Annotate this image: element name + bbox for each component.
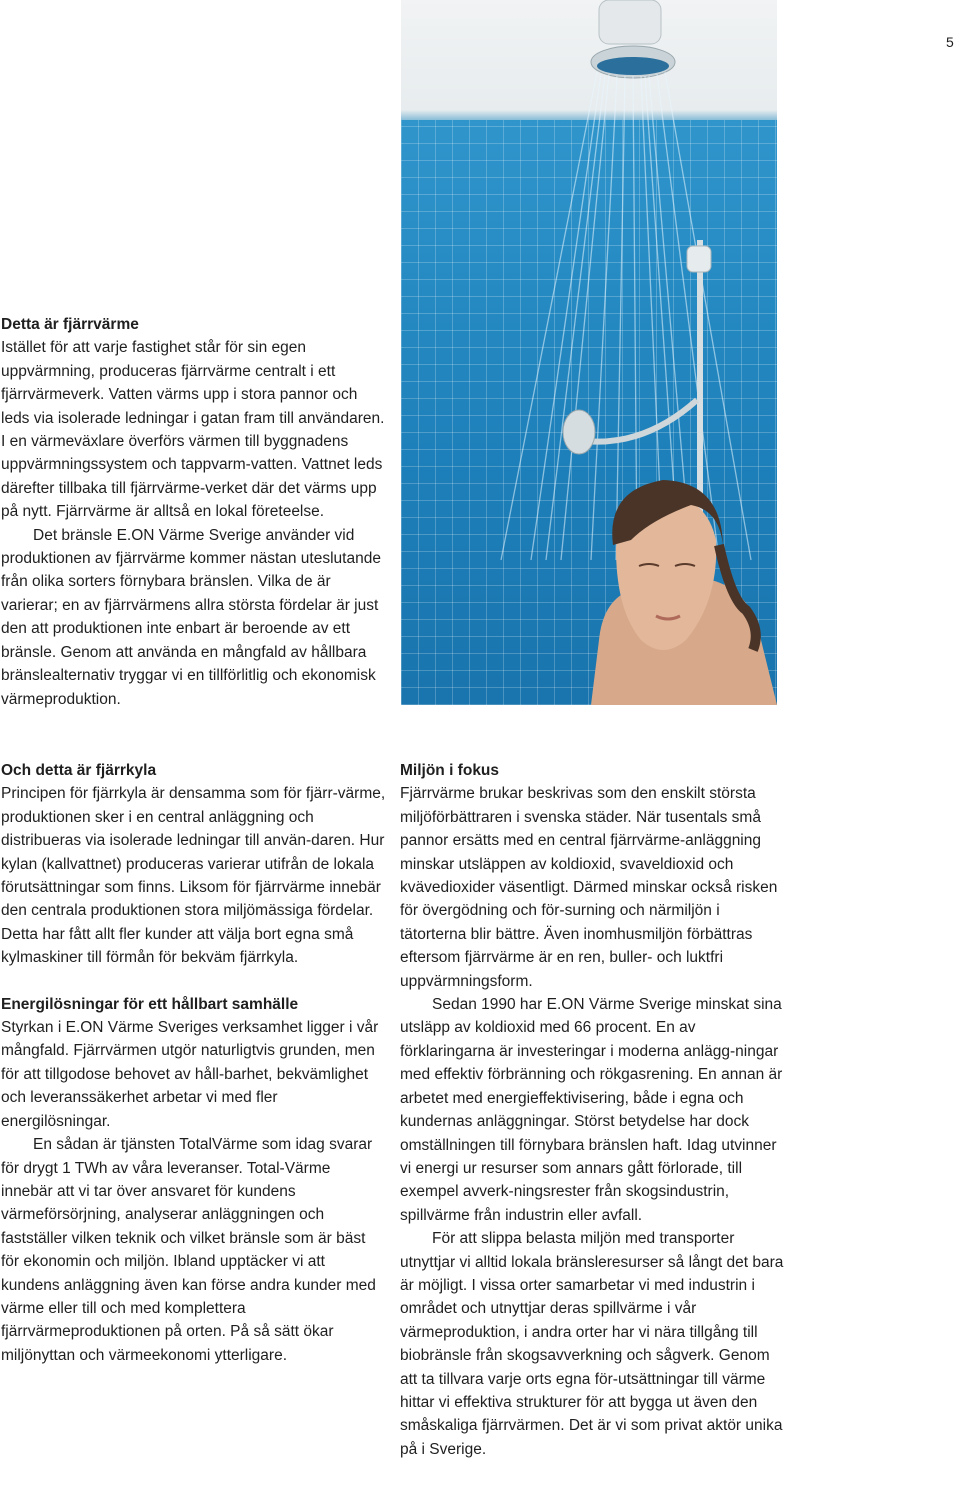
body-paragraph: Principen för fjärrkyla är densamma som för fjärr-värme, produktionen sker i en central anläggning och distribueras via isolerade ledningar till använ-daren. Hur kylan (kallvattnet) produceras varierar utifrån de lokala förutsättningar som finns. Liksom för fjärrvärme innebär den centrala produktionen stora miljömässiga fördelar. Detta har fått allt fler kunder att välja bort egna små kylmaskiner till förmån för bekväm fjärrkyla. xyxy=(1,785,386,967)
body-paragraph: Styrkan i E.ON Värme Sveriges verksamhet ligger i vår mångfald. Fjärrvärmen utgör naturligtvis grunden, men för att tillgodose behovet av håll-barhet, bekvämlighet och leveranssäkerhet arbetar vi med fler energilösningar. xyxy=(1,1019,379,1130)
water-streams xyxy=(501,72,751,560)
shower-photo xyxy=(401,0,777,705)
section-fjarrvarme xyxy=(1,313,386,711)
body-paragraph: Det bränsle E.ON Värme Sverige använder vid produktionen av fjärrvärme kommer nästan uteslutande från olika sorters förnybara bränslen. Vilka de är varierar; en av fjärrvärmens allra största fördelar är just den att produktionen inte enbart är beroende av ett bränsle. Genom att använda en mångfald av hållbara bränslealternativ tryggar vi en tillförlitlig och ekonomisk värmeproduktion. xyxy=(1,526,381,708)
hand-shower-icon xyxy=(563,410,595,454)
ceiling-mount-icon xyxy=(599,0,661,44)
section-fjarrkyla xyxy=(1,759,386,970)
section-heading: Och detta är fjärrkyla xyxy=(1,762,157,779)
section-left-bottom xyxy=(1,759,386,1367)
section-energilosningar xyxy=(1,993,386,1368)
section-heading: Miljön i fokus xyxy=(400,762,500,779)
body-paragraph: Sedan 1990 har E.ON Värme Sverige minskat sina utsläpp av koldioxid med 66 procent. En av förklaringarna är investeringar i moderna anlägg-ningar med effektiv förbränning och rökgasrening. En annan är arbetet med energieffektivisering, både i egna och kundernas anläggningar. Störst betydelse har dock omställningen till förnybara bränslen haft. Idag utvinner vi energi ur resurser som annars gått förlorade, till exempel avverk-ningsrester från skogsindustrin, spillvärme från industrin eller avfall. xyxy=(400,996,783,1224)
page-number: 5 xyxy=(946,34,954,50)
section-heading: Detta är fjärrvärme xyxy=(1,316,139,333)
section-miljon xyxy=(400,759,785,1461)
body-paragraph: En sådan är tjänsten TotalVärme som idag svarar för drygt 1 TWh av våra leveranser. Total-Värme innebär att vi tar över ansvaret för kundens värmeförsörjning, analyserar anläggningen och fastställer vilken teknik och vilket bränsle som är bäst för ekonomin och miljön. Ibland upptäcker vi att kundens anläggning även kan förse andra kunder med värme eller till och med komplettera fjärrvärmeproduktionen på orten. På så sätt ökar miljönyttan och värmeekonomi ytterligare. xyxy=(1,1136,376,1364)
body-paragraph: Fjärrvärme brukar beskrivas som den enskilt största miljöförbättraren i svenska städer. När tusentals små pannor ersätts med en central fjärrvärme-anläggning minskar utsläppen av koldioxid, svaveldioxid och kvävedioxider väsentligt. Därmed minskar också risken för övergödning och för-surning och närmiljön i tätorterna blir bättre. Även inomhusmiljön förbättras eftersom fjärrvärme är en ren, buller- och luktfri uppvärmningsform. xyxy=(400,785,778,990)
shower-scene-illustration xyxy=(401,0,777,705)
body-paragraph: Istället för att varje fastighet står för sin egen uppvärmning, produceras fjärrvärme centralt i ett fjärrvärmeverk. Vatten värms upp i stora pannor och leds via isolerade ledningar i gatan fram till användaren. I en värmeväxlare överförs värmen till byggnadens uppvärmningssystem och tappvarm-vatten. Vattnet leds därefter tillbaka till fjärrvärme-verket där det värms upp på nytt. Fjärrvärme är alltså en lokal företeelse. xyxy=(1,339,385,521)
section-heading: Energilösningar för ett hållbart samhälle xyxy=(1,995,299,1013)
body-paragraph: För att slippa belasta miljön med transporter utnyttjar vi alltid lokala bränsleresurser så långt det bara är möjligt. I vissa orter samarbetar vi med industrin i området och utnyttjar deras spillvärme i vår värmeproduktion, i andra orter har vi nära tillgång till biobränsle från skogsavverkning och sågverk. Genom att ta tillvara varje orts egna för-utsättningar till värme hittar vi effektiva strukturer för att bygga ut även den småskaliga fjärrvärmen. Det är vi som privat aktör unika på i Sverige. xyxy=(400,1230,784,1458)
